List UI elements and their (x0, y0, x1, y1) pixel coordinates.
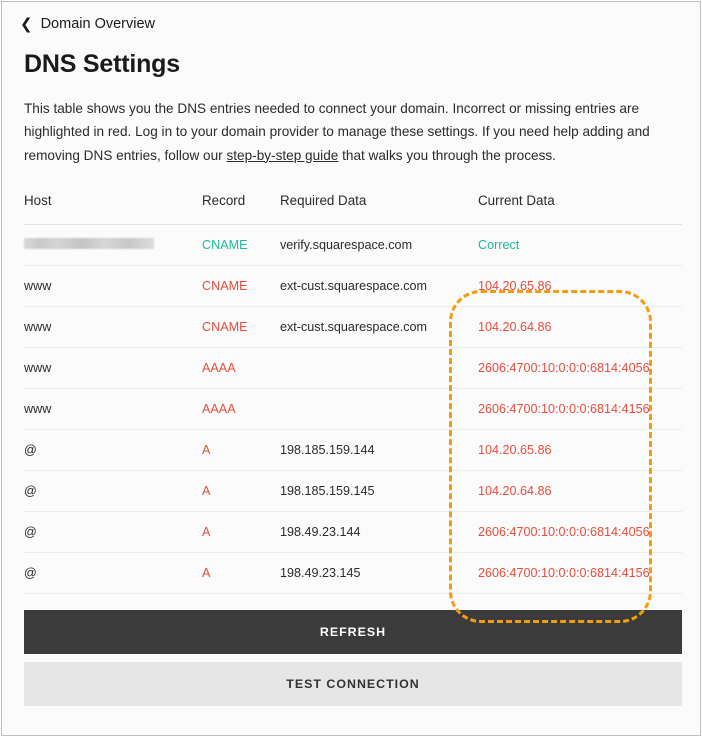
cell-host: @ (24, 553, 202, 594)
record-type-value: AAAA (202, 402, 236, 417)
step-by-step-guide-link[interactable]: step-by-step guide (226, 147, 339, 163)
current-data-value: 104.20.64.86 (478, 484, 552, 499)
column-header-current-data: Current Data (478, 193, 682, 225)
current-data-value: 2606:4700:10:0:0:0:6814:4056 (478, 361, 650, 376)
cell-record-type (202, 512, 280, 553)
record-type-value: A (202, 525, 211, 540)
cell-current-data (478, 553, 682, 594)
record-type-value: A (202, 566, 211, 581)
table-row (24, 553, 682, 594)
intro-text-part2: that walks you through the process. (338, 147, 556, 163)
cell-current-data (478, 307, 682, 348)
table-row (24, 430, 682, 471)
table-header-row (24, 193, 682, 225)
column-header-required-data: Required Data (280, 193, 478, 225)
current-data-value: 104.20.65.86 (478, 443, 552, 458)
record-type-value: A (202, 484, 211, 499)
cell-record-type (202, 389, 280, 430)
table-row (24, 512, 682, 553)
cell-required-data (280, 389, 478, 430)
cell-current-data (478, 225, 682, 266)
current-data-value: 2606:4700:10:0:0:0:6814:4156 (478, 566, 650, 581)
page-frame (1, 1, 701, 736)
column-header-host: Host (24, 193, 202, 225)
record-type-value: CNAME (202, 279, 248, 294)
cell-required-data (280, 348, 478, 389)
cell-required-data: 198.185.159.145 (280, 471, 478, 512)
cell-current-data (478, 348, 682, 389)
intro-paragraph (24, 97, 680, 167)
cell-host (24, 225, 202, 266)
cell-current-data (478, 512, 682, 553)
intro-text-part1: This table shows you the DNS entries needed to connect your domain. Incorrect or missing entries are highlighted in red. Log in to your domain provider to manage these settings. If you need help adding and removing DNS entries, follow our (24, 101, 650, 163)
record-type-value: AAAA (202, 361, 236, 376)
table-row (24, 225, 682, 266)
record-type-value: CNAME (202, 238, 248, 253)
record-type-value: A (202, 443, 211, 458)
breadcrumb-label[interactable]: Domain Overview (40, 16, 155, 32)
table-row (24, 471, 682, 512)
column-header-record: Record (202, 193, 280, 225)
dns-records-table (24, 193, 682, 594)
cell-current-data (478, 430, 682, 471)
cell-host: @ (24, 512, 202, 553)
chevron-left-icon[interactable]: ❮ (20, 14, 33, 33)
cell-required-data: 198.49.23.145 (280, 553, 478, 594)
cell-host: www (24, 348, 202, 389)
cell-record-type (202, 266, 280, 307)
current-data-value: 104.20.64.86 (478, 320, 552, 335)
current-data-value: 2606:4700:10:0:0:0:6814:4056 (478, 525, 650, 540)
table-row (24, 389, 682, 430)
test-connection-button[interactable]: TEST CONNECTION (24, 662, 682, 706)
cell-host: @ (24, 430, 202, 471)
current-data-value: 2606:4700:10:0:0:0:6814:4156 (478, 402, 650, 417)
cell-required-data: verify.squarespace.com (280, 225, 478, 266)
refresh-button[interactable]: REFRESH (24, 610, 682, 654)
cell-host: @ (24, 471, 202, 512)
table-row (24, 266, 682, 307)
cell-record-type (202, 471, 280, 512)
cell-required-data: 198.49.23.144 (280, 512, 478, 553)
cell-current-data (478, 266, 682, 307)
cell-record-type (202, 348, 280, 389)
cell-required-data: 198.185.159.144 (280, 430, 478, 471)
cell-record-type (202, 553, 280, 594)
cell-host: www (24, 389, 202, 430)
record-type-value: CNAME (202, 320, 248, 335)
cell-required-data: ext-cust.squarespace.com (280, 266, 478, 307)
cell-host: www (24, 307, 202, 348)
cell-record-type (202, 430, 280, 471)
breadcrumb[interactable] (2, 2, 700, 38)
cell-record-type (202, 225, 280, 266)
cell-host: www (24, 266, 202, 307)
cell-required-data: ext-cust.squarespace.com (280, 307, 478, 348)
current-data-value: 104.20.65.86 (478, 279, 552, 294)
cell-record-type (202, 307, 280, 348)
current-data-value: Correct (478, 238, 520, 253)
cell-current-data (478, 471, 682, 512)
table-row (24, 307, 682, 348)
redacted-host-value (24, 238, 154, 249)
table-row (24, 348, 682, 389)
page-title: DNS Settings (24, 50, 180, 78)
cell-current-data (478, 389, 682, 430)
